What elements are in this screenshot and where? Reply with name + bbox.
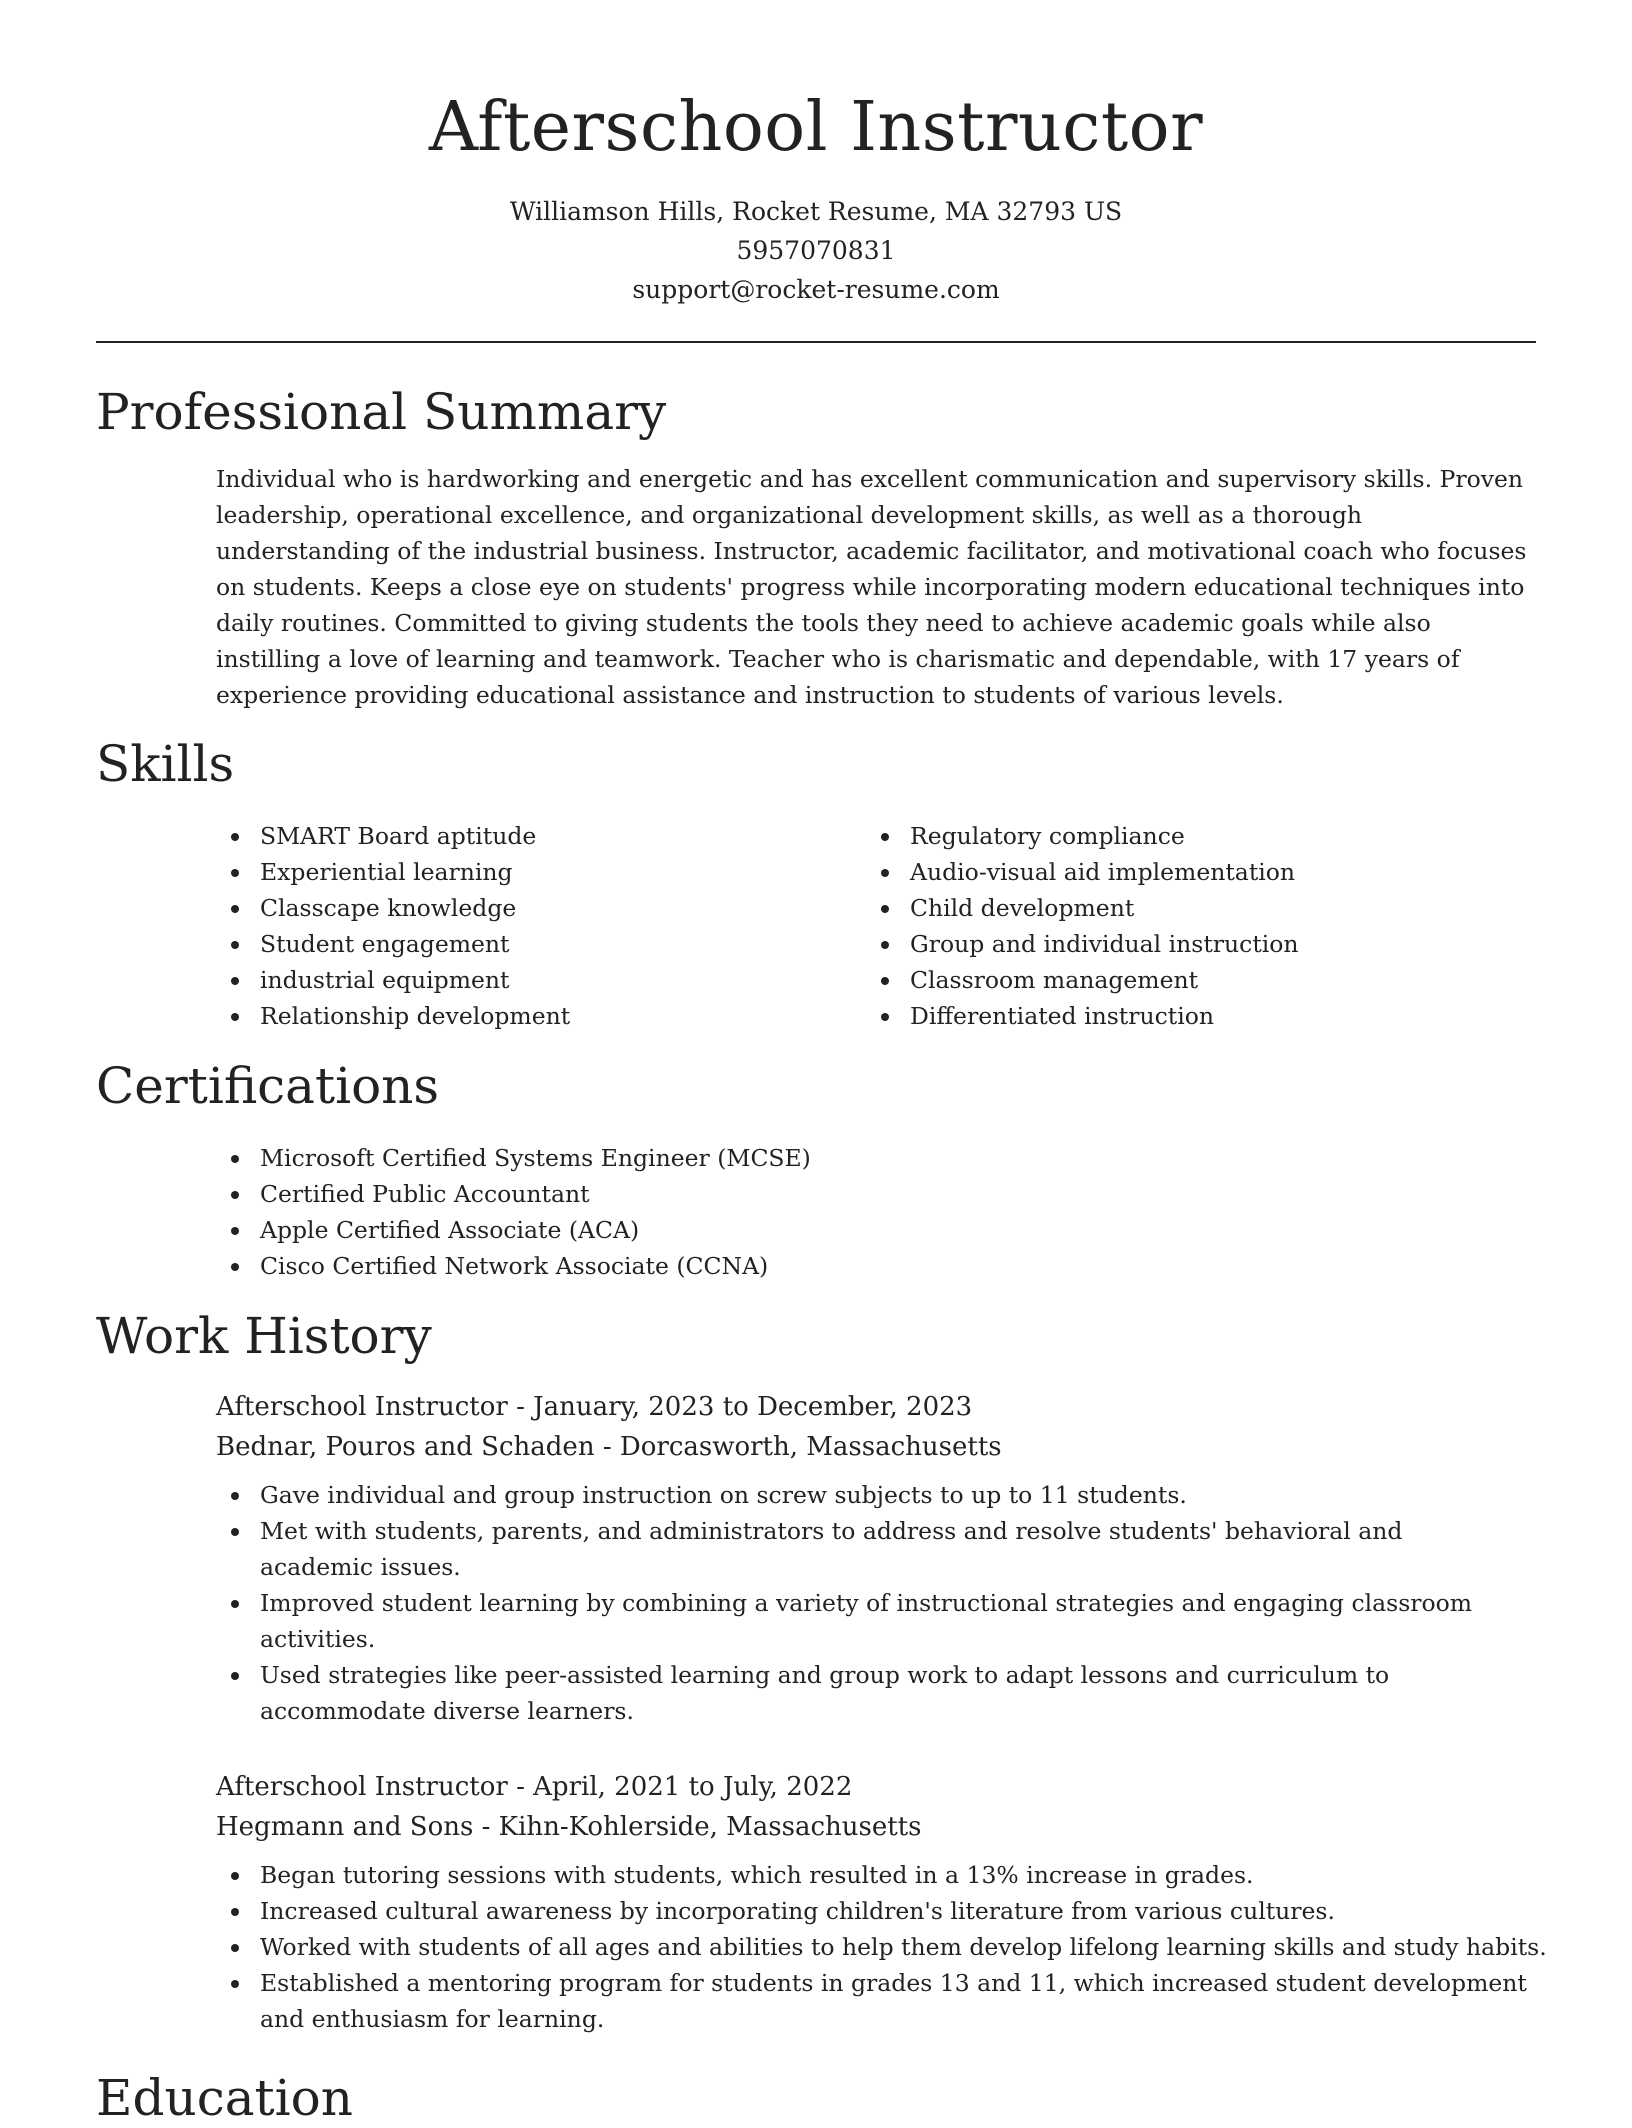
job-duties-list [216, 1477, 1516, 1729]
job-duty-item: Improved student learning by combining a variety of instructional strategies and engaging classroom activities. [216, 1585, 1516, 1657]
job-duty-item: Began tutoring sessions with students, which resulted in a 13% increase in grades. [216, 1857, 1556, 1893]
certification-item: Microsoft Certified Systems Engineer (MCSE) [216, 1140, 1536, 1176]
job-entry [216, 1767, 1556, 2037]
contact-phone: 5957070831 [736, 236, 896, 265]
skills-column-right [866, 818, 1506, 1034]
certification-item: Cisco Certified Network Associate (CCNA) [216, 1248, 1536, 1284]
job-duty-item: Used strategies like peer-assisted learning and group work to adapt lessons and curriculum to accommodate diverse learners. [216, 1657, 1516, 1729]
work-history-heading: Work History [96, 1307, 432, 1365]
job-title-line: Afterschool Instructor - January, 2023 to December, 2023 [216, 1392, 973, 1422]
job-entry [216, 1387, 1556, 1729]
skill-item: Differentiated instruction [866, 998, 1506, 1034]
contact-info [96, 192, 1536, 309]
skills-heading: Skills [96, 735, 235, 793]
skill-item: Classroom management [866, 962, 1506, 998]
contact-address: Williamson Hills, Rocket Resume, MA 32793 US [509, 197, 1123, 226]
summary-text: Individual who is hardworking and energetic and has excellent communication and supervisory skills. Proven leadership, operational excellence, and organizational development skills, as well as a thorough understanding of the industrial business. Instructor, academic facilitator, and motivational coach who focuses on students. Keeps a close eye on students' progress while incorporating modern educational techniques into daily routines. Committed to giving students the tools they need to achieve academic goals while also instilling a love of learning and teamwork. Teacher who is charismatic and dependable, with 17 years of experience providing educational assistance and instruction to students of various levels. [216, 465, 1527, 709]
job-location: Dorcasworth, Massachusetts [619, 1432, 1002, 1462]
job-duty-item: Met with students, parents, and administrators to address and resolve students' behavioral and academic issues. [216, 1513, 1516, 1585]
skill-item: Student engagement [216, 926, 856, 962]
job-duty-item: Gave individual and group instruction on screw subjects to up to 11 students. [216, 1477, 1516, 1513]
skill-item: Experiential learning [216, 854, 856, 890]
job-company-line: Bednar, Pouros and Schaden - Dorcasworth, Massachusetts [216, 1432, 1002, 1462]
certification-item: Certified Public Accountant [216, 1176, 1536, 1212]
skill-item: industrial equipment [216, 962, 856, 998]
job-duty-item: Increased cultural awareness by incorporating children's literature from various cultures. [216, 1893, 1556, 1929]
skill-item: Relationship development [216, 998, 856, 1034]
skills-column-left [216, 818, 856, 1034]
skill-item: SMART Board aptitude [216, 818, 856, 854]
job-dates: April, 2021 to July, 2022 [533, 1772, 853, 1802]
job-location: Kihn-Kohlerside, Massachusetts [498, 1812, 922, 1842]
job-company-line: Hegmann and Sons - Kihn-Kohlerside, Massachusetts [216, 1812, 922, 1842]
skill-item: Classcape knowledge [216, 890, 856, 926]
skills-list-left [216, 818, 856, 1034]
job-dates: January, 2023 to December, 2023 [533, 1392, 973, 1422]
header-divider [96, 341, 1536, 343]
job-duty-item: Established a mentoring program for students in grades 13 and 11, which increased student development and enthusiasm for learning. [216, 1965, 1556, 2037]
education-heading: Education [96, 2069, 353, 2127]
job-company: Hegmann and Sons [216, 1812, 474, 1842]
resume-name: Afterschool Instructor [428, 88, 1204, 167]
job-title-line: Afterschool Instructor - April, 2021 to July, 2022 [216, 1772, 853, 1802]
skills-list-right [866, 818, 1506, 1034]
summary-heading: Professional Summary [96, 383, 667, 441]
skill-item: Audio-visual aid implementation [866, 854, 1506, 890]
certifications-list [216, 1140, 1536, 1284]
skill-item: Child development [866, 890, 1506, 926]
skill-item: Group and individual instruction [866, 926, 1506, 962]
certifications-heading: Certifications [96, 1057, 440, 1115]
skill-item: Regulatory compliance [866, 818, 1506, 854]
job-duty-item: Worked with students of all ages and abilities to help them develop lifelong learning skills and study habits. [216, 1929, 1556, 1965]
job-duties-list [216, 1857, 1556, 2037]
certifications-section [216, 1140, 1536, 1284]
job-company: Bednar, Pouros and Schaden [216, 1432, 595, 1462]
certification-item: Apple Certified Associate (ACA) [216, 1212, 1536, 1248]
job-title: Afterschool Instructor [216, 1392, 508, 1422]
job-title: Afterschool Instructor [216, 1772, 508, 1802]
contact-email: support@rocket-resume.com [632, 275, 1000, 304]
